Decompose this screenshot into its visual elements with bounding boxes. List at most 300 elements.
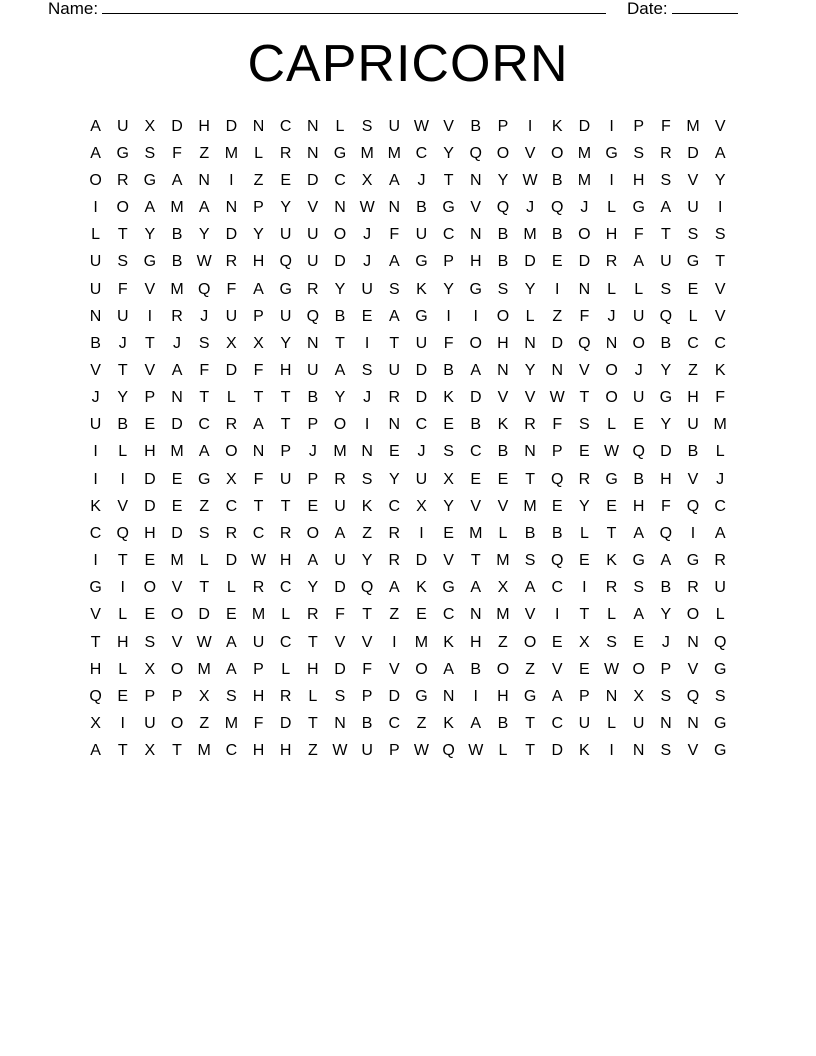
grid-cell[interactable]: R	[225, 524, 238, 542]
grid-cell[interactable]: M	[523, 497, 537, 515]
grid-cell[interactable]: Y	[334, 280, 346, 298]
grid-cell[interactable]: F	[199, 361, 210, 379]
grid-cell[interactable]: Q	[551, 470, 564, 488]
grid-cell[interactable]: C	[687, 334, 699, 352]
grid-cell[interactable]: J	[661, 633, 670, 651]
grid-cell[interactable]: V	[470, 497, 482, 515]
grid-cell[interactable]: A	[90, 742, 101, 760]
grid-cell[interactable]: M	[197, 660, 211, 678]
grid-cell[interactable]: D	[171, 524, 183, 542]
grid-cell[interactable]: R	[388, 389, 401, 407]
grid-cell[interactable]: Y	[524, 280, 536, 298]
grid-cell[interactable]: I	[473, 687, 478, 705]
grid-cell[interactable]: Z	[199, 497, 210, 515]
grid-cell[interactable]: G	[89, 579, 102, 597]
grid-cell[interactable]: V	[687, 470, 699, 488]
grid-cell[interactable]: N	[524, 334, 536, 352]
grid-cell[interactable]: W	[468, 742, 484, 760]
grid-cell[interactable]: Q	[89, 687, 102, 705]
grid-cell[interactable]: I	[473, 307, 478, 325]
grid-cell[interactable]: N	[469, 171, 482, 189]
grid-cell[interactable]: S	[714, 226, 726, 244]
grid-cell[interactable]: G	[713, 715, 727, 733]
grid-cell[interactable]: C	[714, 497, 726, 515]
grid-cell[interactable]: I	[93, 443, 98, 461]
grid-cell[interactable]: B	[497, 715, 509, 733]
grid-cell[interactable]: M	[170, 552, 184, 570]
grid-cell[interactable]: N	[334, 715, 346, 733]
grid-cell[interactable]: G	[605, 144, 618, 162]
grid-cell[interactable]: M	[414, 633, 429, 651]
grid-cell[interactable]: N	[551, 361, 564, 379]
grid-cell[interactable]: G	[686, 253, 700, 271]
grid-cell[interactable]: S	[497, 280, 509, 298]
grid-cell[interactable]: R	[279, 687, 292, 705]
grid-cell[interactable]: D	[415, 361, 428, 379]
grid-cell[interactable]: M	[170, 280, 184, 298]
grid-cell[interactable]: C	[388, 497, 401, 515]
grid-cell[interactable]: B	[551, 226, 563, 244]
grid-cell[interactable]: V	[687, 742, 699, 760]
grid-cell[interactable]: Q	[686, 497, 700, 515]
grid-cell[interactable]: T	[145, 334, 155, 352]
grid-cell[interactable]: N	[605, 687, 618, 705]
grid-cell[interactable]: K	[90, 497, 101, 515]
grid-cell[interactable]: M	[577, 144, 592, 162]
grid-cell[interactable]: U	[415, 334, 428, 352]
grid-cell[interactable]: P	[633, 117, 645, 135]
grid-cell[interactable]: B	[334, 307, 346, 325]
grid-cell[interactable]: H	[144, 443, 156, 461]
grid-cell[interactable]: O	[116, 199, 129, 217]
grid-cell[interactable]: N	[252, 443, 265, 461]
grid-cell[interactable]: S	[606, 633, 617, 651]
grid-cell[interactable]: P	[280, 443, 291, 461]
grid-cell[interactable]: D	[225, 226, 238, 244]
grid-cell[interactable]: I	[609, 117, 614, 135]
grid-cell[interactable]: Q	[360, 579, 374, 597]
grid-cell[interactable]: Y	[280, 334, 291, 352]
grid-cell[interactable]: Q	[197, 280, 211, 298]
grid-cell[interactable]: U	[415, 226, 428, 244]
grid-cell[interactable]: F	[117, 280, 128, 298]
grid-cell[interactable]: E	[280, 171, 291, 189]
grid-cell[interactable]: T	[525, 715, 535, 733]
grid-cell[interactable]: G	[523, 687, 537, 705]
grid-cell[interactable]: E	[687, 280, 699, 298]
grid-cell[interactable]: P	[551, 443, 563, 461]
grid-cell[interactable]: E	[579, 660, 590, 678]
grid-cell[interactable]: J	[363, 226, 372, 244]
grid-cell[interactable]: K	[416, 280, 427, 298]
grid-cell[interactable]: J	[308, 443, 317, 461]
grid-cell[interactable]: A	[226, 633, 237, 651]
grid-cell[interactable]: E	[497, 470, 509, 488]
grid-cell[interactable]: M	[333, 443, 347, 461]
grid-cell[interactable]: Y	[253, 226, 264, 244]
grid-cell[interactable]: A	[334, 361, 346, 379]
grid-cell[interactable]: A	[226, 660, 237, 678]
grid-cell[interactable]: C	[415, 416, 428, 434]
grid-cell[interactable]: R	[687, 579, 699, 597]
grid-cell[interactable]: N	[660, 715, 672, 733]
grid-cell[interactable]: V	[443, 552, 454, 570]
grid-cell[interactable]: T	[579, 606, 590, 624]
grid-cell[interactable]: Q	[713, 633, 727, 651]
grid-cell[interactable]: O	[632, 334, 645, 352]
grid-cell[interactable]: V	[579, 361, 590, 379]
grid-cell[interactable]: V	[171, 633, 183, 651]
grid-cell[interactable]: I	[555, 606, 560, 624]
grid-cell[interactable]: V	[497, 389, 509, 407]
grid-cell[interactable]: J	[173, 334, 182, 352]
grid-cell[interactable]: K	[361, 497, 373, 515]
grid-cell[interactable]: Y	[117, 389, 129, 407]
grid-cell[interactable]: I	[582, 579, 587, 597]
grid-cell[interactable]: A	[388, 253, 400, 271]
grid-cell[interactable]: E	[470, 470, 482, 488]
grid-cell[interactable]: B	[551, 524, 563, 542]
grid-cell[interactable]: A	[253, 280, 264, 298]
grid-cell[interactable]: Q	[632, 443, 645, 461]
grid-cell[interactable]: T	[172, 742, 182, 760]
grid-cell[interactable]: G	[469, 280, 482, 298]
grid-cell[interactable]: M	[577, 171, 592, 189]
grid-cell[interactable]: U	[279, 470, 292, 488]
grid-cell[interactable]: N	[171, 389, 183, 407]
grid-cell[interactable]: Z	[389, 606, 400, 624]
grid-cell[interactable]: A	[334, 524, 346, 542]
grid-cell[interactable]: N	[388, 416, 401, 434]
grid-cell[interactable]: D	[279, 715, 292, 733]
grid-cell[interactable]: L	[308, 687, 318, 705]
grid-cell[interactable]: Q	[116, 524, 129, 542]
grid-cell[interactable]: T	[606, 524, 617, 542]
grid-cell[interactable]: L	[118, 443, 128, 461]
grid-cell[interactable]: V	[524, 389, 536, 407]
grid-cell[interactable]: A	[198, 443, 210, 461]
grid-cell[interactable]: D	[388, 687, 401, 705]
grid-cell[interactable]: R	[578, 470, 591, 488]
grid-cell[interactable]: R	[388, 524, 401, 542]
grid-cell[interactable]: H	[252, 742, 265, 760]
grid-cell[interactable]: B	[416, 199, 427, 217]
grid-cell[interactable]: O	[686, 606, 700, 624]
grid-cell[interactable]: Y	[198, 226, 210, 244]
grid-cell[interactable]: O	[89, 171, 102, 189]
grid-cell[interactable]: L	[226, 579, 236, 597]
grid-cell[interactable]: O	[605, 361, 618, 379]
grid-cell[interactable]: G	[605, 470, 618, 488]
grid-cell[interactable]: N	[687, 715, 699, 733]
grid-cell[interactable]: U	[116, 117, 129, 135]
grid-cell[interactable]: D	[171, 117, 183, 135]
grid-cell[interactable]: G	[197, 470, 211, 488]
grid-cell[interactable]: V	[117, 497, 129, 515]
grid-cell[interactable]: V	[361, 633, 373, 651]
grid-cell[interactable]: M	[360, 144, 374, 162]
grid-cell[interactable]: U	[687, 199, 699, 217]
grid-cell[interactable]: G	[333, 144, 347, 162]
grid-cell[interactable]: M	[496, 606, 510, 624]
grid-cell[interactable]: C	[415, 144, 428, 162]
grid-cell[interactable]: H	[279, 742, 292, 760]
grid-cell[interactable]: A	[714, 524, 726, 542]
grid-cell[interactable]: U	[632, 715, 645, 733]
grid-cell[interactable]: E	[606, 497, 617, 515]
grid-cell[interactable]: U	[89, 416, 102, 434]
grid-cell[interactable]: S	[334, 687, 346, 705]
grid-cell[interactable]: G	[143, 171, 157, 189]
grid-cell[interactable]: N	[307, 117, 319, 135]
grid-cell[interactable]: B	[524, 524, 536, 542]
grid-cell[interactable]: Z	[362, 524, 373, 542]
grid-cell[interactable]: B	[660, 334, 672, 352]
grid-cell[interactable]: E	[226, 606, 237, 624]
grid-cell[interactable]: H	[116, 633, 129, 651]
grid-cell[interactable]: I	[392, 633, 397, 651]
grid-cell[interactable]: B	[660, 579, 672, 597]
grid-cell[interactable]: O	[333, 416, 347, 434]
grid-cell[interactable]: R	[388, 552, 401, 570]
grid-cell[interactable]: M	[387, 144, 401, 162]
grid-cell[interactable]: L	[607, 606, 616, 624]
grid-cell[interactable]: T	[525, 742, 535, 760]
grid-cell[interactable]: A	[388, 307, 400, 325]
grid-cell[interactable]: G	[279, 280, 292, 298]
grid-cell[interactable]: M	[197, 742, 211, 760]
grid-cell[interactable]: F	[633, 226, 644, 244]
grid-cell[interactable]: T	[307, 633, 318, 651]
grid-cell[interactable]: V	[551, 660, 563, 678]
grid-cell[interactable]: J	[118, 334, 127, 352]
grid-cell[interactable]: U	[307, 361, 319, 379]
grid-cell[interactable]: H	[469, 253, 482, 271]
grid-cell[interactable]: H	[307, 660, 319, 678]
grid-cell[interactable]: C	[469, 443, 482, 461]
grid-cell[interactable]: Y	[524, 361, 536, 379]
grid-cell[interactable]: W	[196, 633, 212, 651]
grid-cell[interactable]: H	[605, 226, 618, 244]
grid-cell[interactable]: R	[714, 552, 726, 570]
grid-cell[interactable]: G	[686, 552, 700, 570]
grid-cell[interactable]: D	[144, 497, 156, 515]
grid-cell[interactable]: D	[551, 742, 564, 760]
grid-cell[interactable]: D	[334, 660, 346, 678]
grid-cell[interactable]: P	[253, 307, 264, 325]
grid-cell[interactable]: R	[307, 280, 319, 298]
grid-cell[interactable]: N	[225, 199, 238, 217]
grid-cell[interactable]: N	[307, 144, 319, 162]
grid-cell[interactable]: B	[551, 171, 563, 189]
grid-cell[interactable]: C	[714, 334, 726, 352]
grid-cell[interactable]: S	[361, 361, 373, 379]
grid-cell[interactable]: S	[117, 253, 129, 271]
grid-cell[interactable]: G	[415, 253, 428, 271]
grid-cell[interactable]: M	[686, 117, 700, 135]
grid-cell[interactable]: B	[171, 226, 183, 244]
grid-cell[interactable]: E	[443, 416, 454, 434]
grid-cell[interactable]: Y	[714, 171, 726, 189]
grid-cell[interactable]: I	[120, 470, 125, 488]
grid-cell[interactable]: N	[334, 199, 346, 217]
grid-cell[interactable]: D	[578, 253, 591, 271]
grid-cell[interactable]: G	[143, 253, 157, 271]
grid-cell[interactable]: T	[117, 552, 128, 570]
grid-cell[interactable]: R	[605, 253, 618, 271]
grid-cell[interactable]: N	[578, 280, 591, 298]
grid-cell[interactable]: F	[660, 497, 671, 515]
grid-cell[interactable]: S	[660, 742, 672, 760]
grid-cell[interactable]: Y	[388, 470, 400, 488]
grid-cell[interactable]: H	[497, 687, 509, 705]
grid-cell[interactable]: O	[496, 144, 510, 162]
grid-cell[interactable]: D	[660, 443, 672, 461]
name-blank-line[interactable]	[102, 0, 606, 14]
grid-cell[interactable]: D	[469, 389, 482, 407]
grid-cell[interactable]: E	[388, 443, 400, 461]
grid-cell[interactable]: B	[497, 443, 509, 461]
grid-cell[interactable]: A	[551, 687, 563, 705]
grid-cell[interactable]: T	[253, 389, 264, 407]
grid-cell[interactable]: A	[144, 199, 156, 217]
grid-cell[interactable]: L	[607, 280, 616, 298]
grid-cell[interactable]: X	[144, 742, 156, 760]
grid-cell[interactable]: Z	[307, 742, 318, 760]
grid-cell[interactable]: Y	[361, 552, 373, 570]
grid-cell[interactable]: Y	[443, 280, 454, 298]
grid-cell[interactable]: T	[362, 606, 373, 624]
grid-cell[interactable]: S	[361, 117, 373, 135]
grid-cell[interactable]: P	[144, 389, 156, 407]
grid-cell[interactable]: W	[250, 552, 267, 570]
grid-cell[interactable]: T	[335, 334, 345, 352]
grid-cell[interactable]: U	[334, 552, 346, 570]
grid-cell[interactable]: O	[225, 443, 238, 461]
grid-cell[interactable]: G	[415, 307, 428, 325]
grid-cell[interactable]: F	[389, 226, 400, 244]
grid-cell[interactable]: L	[281, 606, 291, 624]
grid-cell[interactable]: O	[170, 715, 184, 733]
grid-cell[interactable]: L	[226, 389, 236, 407]
grid-cell[interactable]: L	[199, 552, 209, 570]
grid-cell[interactable]: Y	[144, 226, 156, 244]
grid-cell[interactable]: K	[579, 742, 590, 760]
grid-cell[interactable]: Y	[307, 579, 319, 597]
grid-cell[interactable]: U	[388, 117, 401, 135]
grid-cell[interactable]: W	[603, 443, 620, 461]
grid-cell[interactable]: Q	[551, 552, 564, 570]
grid-cell[interactable]: U	[307, 226, 319, 244]
grid-cell[interactable]: U	[279, 226, 292, 244]
grid-cell[interactable]: C	[551, 579, 564, 597]
grid-cell[interactable]: S	[660, 687, 672, 705]
grid-cell[interactable]: T	[715, 253, 726, 271]
grid-cell[interactable]: U	[578, 715, 591, 733]
grid-cell[interactable]: P	[497, 117, 509, 135]
grid-cell[interactable]: V	[443, 117, 454, 135]
grid-cell[interactable]: E	[117, 687, 129, 705]
grid-cell[interactable]: S	[660, 280, 672, 298]
grid-cell[interactable]: V	[144, 361, 156, 379]
grid-cell[interactable]: Q	[659, 307, 673, 325]
grid-cell[interactable]: L	[607, 416, 616, 434]
grid-cell[interactable]: A	[633, 524, 645, 542]
grid-cell[interactable]: W	[413, 742, 429, 760]
grid-cell[interactable]: U	[388, 361, 401, 379]
grid-cell[interactable]: C	[279, 579, 292, 597]
grid-cell[interactable]: Q	[686, 687, 700, 705]
grid-cell[interactable]: U	[334, 497, 346, 515]
grid-cell[interactable]: N	[524, 443, 536, 461]
grid-cell[interactable]: Z	[416, 715, 427, 733]
grid-cell[interactable]: L	[607, 199, 616, 217]
grid-cell[interactable]: S	[660, 171, 672, 189]
grid-cell[interactable]: V	[171, 579, 183, 597]
grid-cell[interactable]: Y	[660, 361, 672, 379]
grid-cell[interactable]: Y	[334, 389, 346, 407]
grid-cell[interactable]: M	[251, 606, 266, 624]
grid-cell[interactable]: V	[144, 280, 156, 298]
grid-cell[interactable]: E	[551, 253, 563, 271]
grid-cell[interactable]: A	[388, 579, 400, 597]
grid-cell[interactable]: Q	[496, 199, 510, 217]
grid-cell[interactable]: R	[171, 307, 183, 325]
grid-cell[interactable]: A	[633, 606, 645, 624]
grid-cell[interactable]: L	[715, 606, 725, 624]
grid-cell[interactable]: C	[225, 497, 238, 515]
grid-cell[interactable]: Q	[551, 199, 564, 217]
grid-cell[interactable]: S	[633, 144, 645, 162]
grid-cell[interactable]: E	[416, 606, 427, 624]
grid-cell[interactable]: B	[90, 334, 101, 352]
grid-cell[interactable]: D	[198, 606, 210, 624]
grid-cell[interactable]: H	[279, 552, 292, 570]
grid-cell[interactable]: K	[551, 117, 563, 135]
grid-cell[interactable]: H	[497, 334, 509, 352]
grid-cell[interactable]: O	[496, 660, 510, 678]
grid-cell[interactable]: T	[470, 552, 481, 570]
grid-cell[interactable]: H	[144, 524, 156, 542]
grid-cell[interactable]: J	[91, 389, 100, 407]
grid-cell[interactable]: D	[307, 171, 319, 189]
grid-cell[interactable]: G	[116, 144, 129, 162]
grid-cell[interactable]: Q	[442, 742, 455, 760]
grid-cell[interactable]: G	[415, 687, 428, 705]
grid-cell[interactable]: X	[144, 660, 156, 678]
grid-cell[interactable]: V	[334, 633, 346, 651]
grid-cell[interactable]: M	[496, 552, 510, 570]
grid-cell[interactable]: K	[443, 389, 454, 407]
grid-cell[interactable]: F	[253, 470, 264, 488]
grid-cell[interactable]: H	[632, 171, 645, 189]
grid-cell[interactable]: Z	[199, 715, 210, 733]
grid-cell[interactable]: O	[523, 633, 537, 651]
grid-cell[interactable]: U	[89, 253, 102, 271]
grid-cell[interactable]: D	[578, 117, 591, 135]
grid-cell[interactable]: E	[307, 497, 319, 515]
grid-cell[interactable]: F	[253, 361, 264, 379]
grid-cell[interactable]: B	[470, 117, 482, 135]
grid-cell[interactable]: D	[144, 470, 156, 488]
grid-cell[interactable]: H	[198, 117, 210, 135]
grid-cell[interactable]: E	[361, 307, 373, 325]
grid-cell[interactable]: C	[225, 742, 238, 760]
grid-cell[interactable]: I	[717, 199, 723, 217]
grid-cell[interactable]: A	[253, 416, 264, 434]
grid-cell[interactable]: T	[443, 171, 454, 189]
grid-cell[interactable]: S	[714, 687, 726, 705]
